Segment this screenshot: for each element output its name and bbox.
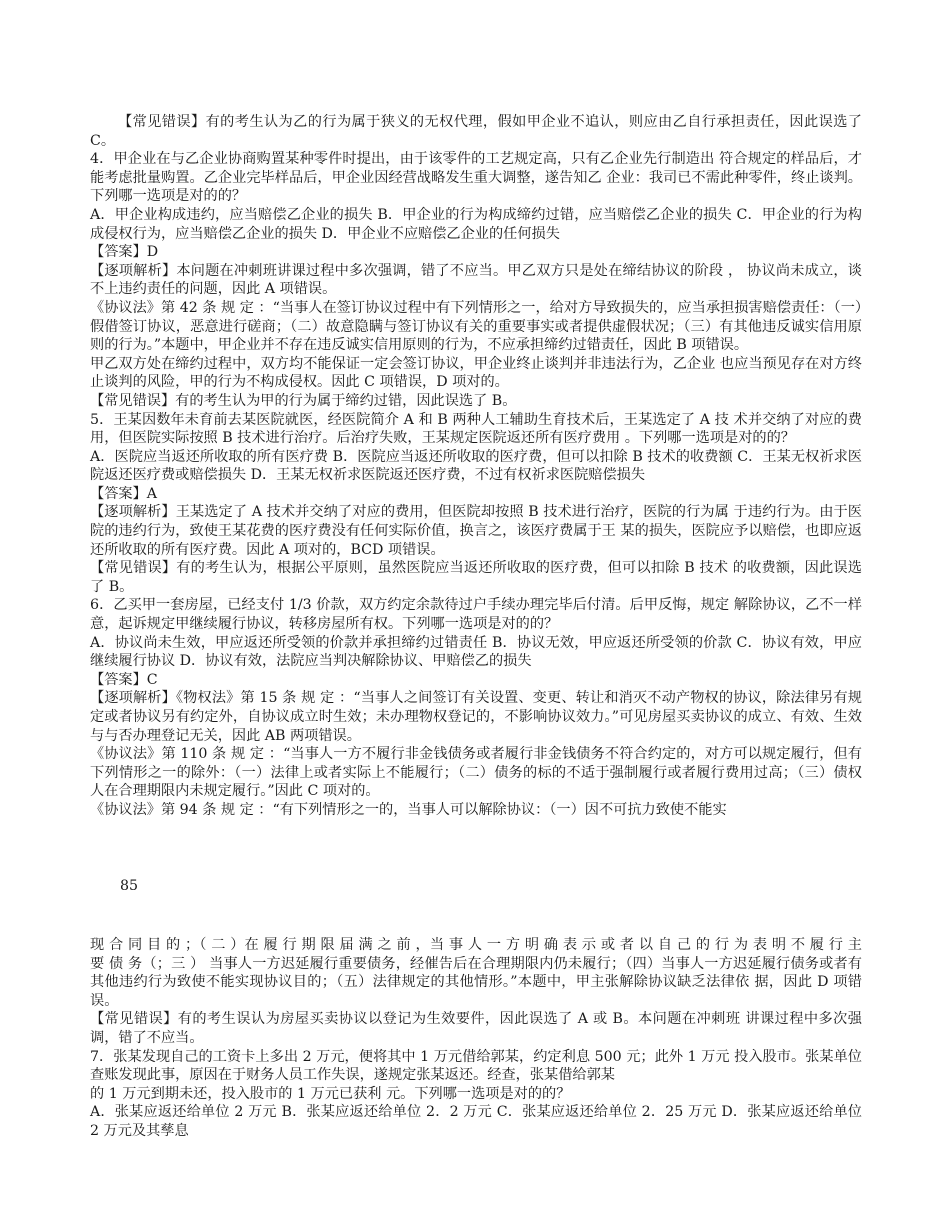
page-number: 85 <box>120 878 139 894</box>
question-4-options: A．甲企业构成违约，应当赔偿乙企业的损失 B．甲企业的行为构成缔约过错，应当赔偿乙企业的损失 C．甲企业的行为构成侵权行为，应当赔偿乙企业的损失 D．甲企业不应赔偿乙企业的任何损失 <box>90 206 862 242</box>
question-7-options: A．张某应返还给单位 2 万元 B．张某应返还给单位 2．2 万元 C．张某应返还给单位 2．25 万元 D．张某应返还给单位 2 万元及其孳息 <box>90 1104 862 1139</box>
law-citation-paragraph: 《协议法》第 94 条 规 定 ：“有下列情形之一的，当事人可以解除协议：（一）因不可抗力致使不能实 <box>90 801 727 818</box>
question-6: 6．乙买甲一套房屋，已经支付 1/3 价款，双方约定余款待过户手续办理完毕后付清。后甲反悔，规定 解除协议，乙不一样意，起诉规定甲继续履行协议，转移房屋所有权。下列哪一选项是对的的？ <box>90 597 862 633</box>
question-7-continuation: 的 1 万元到期未还，投入股市的 1 万元已获利 元。下列哪一选项是对的的？ <box>90 1085 571 1102</box>
common-error-paragraph: 【常见错误】有的考生误认为房屋买卖协议以登记为生效要件，因此误选了 A 或 B。本问题在冲刺班 讲课过程中多次强调，错了不应当。 <box>90 1011 862 1046</box>
analysis-paragraph: 【逐项解析】王某选定了 A 技术并交纳了对应的费用，但医院却按照 B 技术进行治疗，医院的行为属 于违约行为。由于医院的违约行为，致使王某花费的医疗费没有任何实际价值，换言之，该医疗费属于王 某的损失，医院应予以赔偿，也即应返还所收取的所有医疗费。因此 A 项对的，BCD 项错误。 <box>90 504 862 558</box>
common-error-paragraph: 【常见错误】有的考生认为，根据公平原则，虽然医院应当返还所收取的医疗费，但可以扣除 B 技术 的收费额，因此误选了 B。 <box>90 560 862 595</box>
common-error-paragraph: 【常见错误】有的考生认为甲的行为属于缔约过错，因此误选了 B。 <box>90 392 517 409</box>
analysis-paragraph: 甲乙双方处在缔约过程中，双方均不能保证一定会签订协议，甲企业终止谈判并非违法行为，乙企业 也应当预见存在对方终止谈判的风险，甲的行为不构成侵权。因此 C 项错误，D 项对的。 <box>90 355 862 391</box>
analysis-paragraph: 【逐项解析】《物权法》第 15 条 规 定 ：“当事人之间签订有关设置、变更、转让和消灭不动产物权的协议，除法律另有规定或者协议另有约定外，自协议成立时生效；未办理物权登记的，不影响协议效力。”可见房屋买卖协议的成立、有效、生效与与否办理登记无关，因此 AB 两项错误。 <box>90 690 862 744</box>
question-5: 5．王某因数年未育前去某医院就医，经医院简介 A 和 B 两种人工辅助生育技术后，王某选定了 A 技 术并交纳了对应的费用，但医院实际按照 B 技术进行治疗。后治疗失败，王某规定医院返还所有医疗费用 。下列哪一选项是对的的？ <box>90 411 862 447</box>
question-5-options: A．医院应当返还所收取的所有医疗费 B．医院应当返还所收取的医疗费，但可以扣除 B 技术的收费额 C．王某无权祈求医院返还医疗费或赔偿损失 D．王某无权祈求医院返还医疗费，不过有权祈求医院赔偿损失 <box>90 448 862 484</box>
law-citation-paragraph: 《协议法》第 42 条 规 定 ：“当事人在签订协议过程中有下列情形之一，给对方导致损失的，应当承担损害赔偿责任：（一）假借签订协议，恶意进行磋商；（二）故意隐瞒与签订协议有关的重要事实或者提供虚假状况；（三）有其他违反诚实信用原则的行为。”本题中，甲企业并不存在违反诚实信用原则的行为，不应承担缔约过错责任，因此 B 项错误。 <box>90 299 862 354</box>
question-6-options: A．协议尚未生效，甲应返还所受领的价款并承担缔约过错责任 B．协议无效，甲应返还所受领的价款 C．协议有效，甲应继续履行协议 D．协议有效，法院应当判决解除协议、甲赔偿乙的损失 <box>90 634 862 670</box>
answer-label: 【答案】A <box>90 485 157 502</box>
lower-text-block <box>90 936 862 1141</box>
analysis-paragraph: 【逐项解析】本问题在冲刺班讲课过程中多次强调，错了不应当。甲乙双方只是处在缔结协议的阶段 ， 协议尚未成立，谈不上违约责任的问题，因此 A 项错误。 <box>90 262 862 298</box>
common-error-paragraph: 【常见错误】有的考生认为乙的行为属于狭义的无权代理，假如甲企业不追认，则应由乙自行承担责任，因此误选了 C。 <box>90 114 862 149</box>
law-citation-continuation: 现 合 同 目 的 ；（ 二 ）在 履 行 期 限 届 满 之 前 ，当 事 人 一 方 明 确 表 示 或 者 以 自 己 的 行 为 表 明 不 履 行 主 要 债 务（；三 ） 当事人一方迟延履行重要债务，经催告后在合理期限内仍未履行；（四）当事人一方迟延履行债务或者有 其他违约行为致使不能实现协议目的；（五）法律规定的其他情形。”本题中，甲主张解除协议缺乏法律依 据，因此 D 项错误。 <box>90 937 862 1009</box>
answer-label: 【答案】D <box>90 244 159 261</box>
answer-label: 【答案】C <box>90 671 158 688</box>
question-7: 7．张某发现自己的工资卡上多出 2 万元，便将其中 1 万元借给郭某，约定利息 500 元；此外 1 万元 投入股市。张某单位查账发现此事，原因在于财务人员工作失误，遂规定张某返还。经查，张某借给郭某 <box>90 1048 862 1084</box>
law-citation-paragraph: 《协议法》第 110 条 规 定 ：“当事人一方不履行非金钱债务或者履行非金钱债务不符合约定的，对方可以规定履行，但有下列情形之一的除外：（一）法律上或者实际上不能履行；（二）债务的标的不适于强制履行或者履行费用过高；（三）债权人在合理期限内未规定履行。”因此 C 项对的。 <box>90 746 862 800</box>
question-4: 4．甲企业在与乙企业协商购置某种零件时提出，由于该零件的工艺规定高，只有乙企业先行制造出 符合规定的样品后，才能考虑批量购置。乙企业完毕样品后，甲企业因经营战略发生重大调整，遂告知乙 企业：我司已不需此种零件，终止谈判。下列哪一选项是对的的？ <box>90 151 862 205</box>
upper-text-block <box>90 113 862 820</box>
